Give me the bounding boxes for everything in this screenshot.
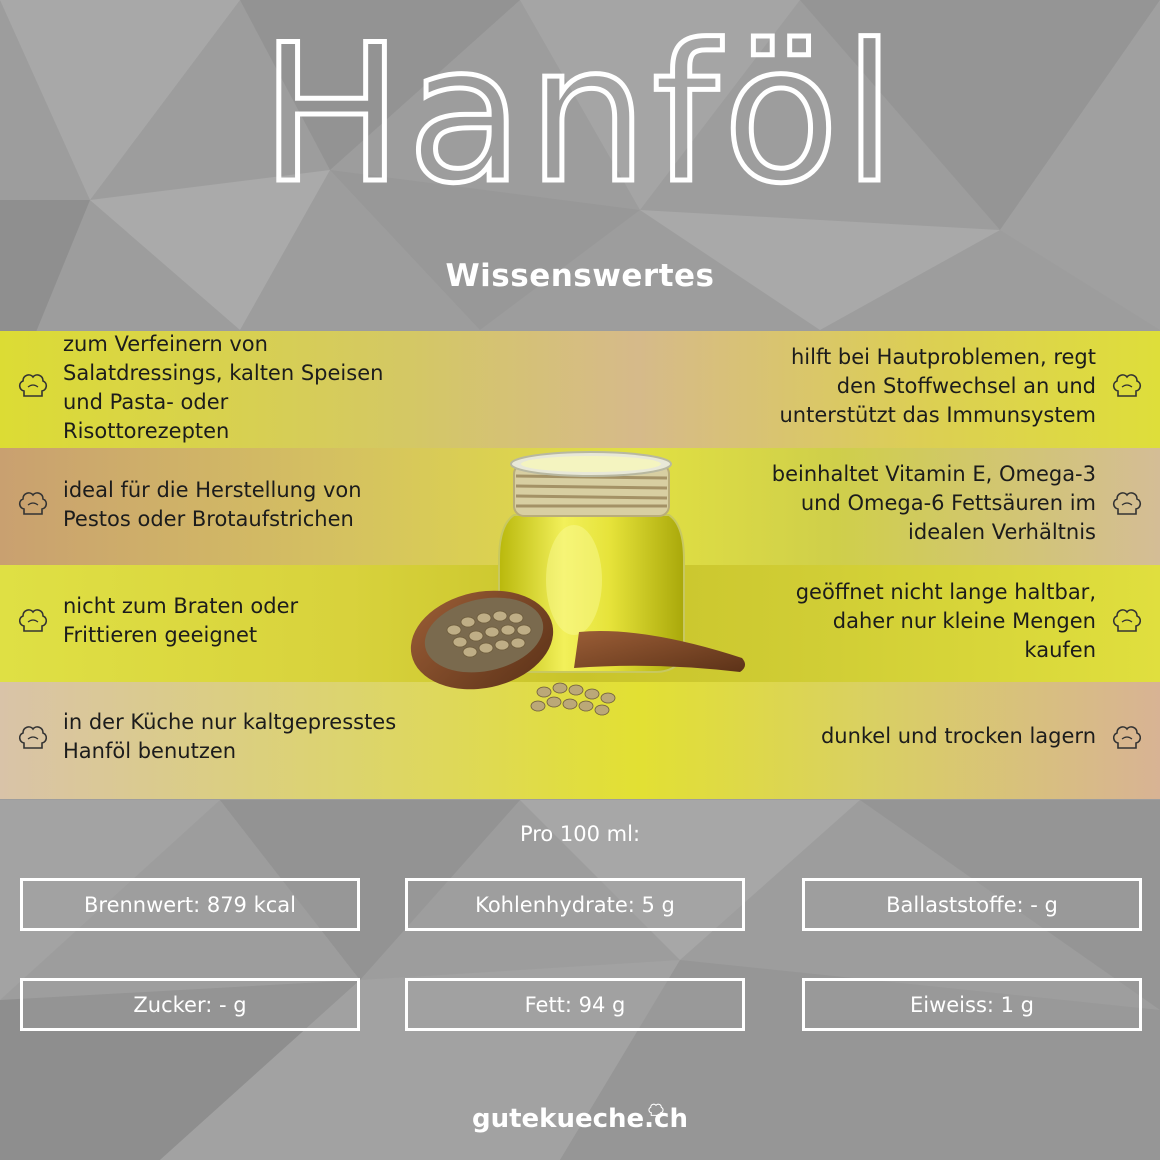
nutrition-box-carbs [405,878,745,931]
fact-left-4 [63,708,396,766]
fact-line: dunkel und trocken lagern [820,724,1096,748]
fact-right-4 [821,722,1096,751]
chef-hat-icon [1110,604,1144,634]
fact-line: ideal für die Herstellung von [63,478,362,502]
fact-line: Risottorezepten [63,419,230,443]
fact-line: kaufen [1024,638,1096,662]
chef-hat-icon [16,369,50,399]
fact-line: idealen Verhältnis [908,520,1096,544]
nutrition-box-fat [405,978,745,1031]
fact-line: nicht zum Braten oder [63,594,299,618]
nutrition-heading: Pro 100 ml: [519,822,641,846]
chef-hat-icon [1110,721,1144,751]
fact-left-2 [63,476,362,534]
chef-hat-icon [647,1101,665,1117]
page-title [0,10,1160,210]
chef-hat-icon [16,487,50,517]
fact-line: Hanföl benutzen [63,739,237,763]
fact-left-1 [63,330,383,446]
chef-hat-icon [16,604,50,634]
nutrition-label: Fett: 94 g [524,992,626,1017]
footer-brand: gutekueche.ch [472,1104,688,1134]
fact-right-1 [779,343,1096,430]
fact-line: unterstützt das Immunsystem [779,403,1096,427]
nutrition-box-fiber [802,878,1142,931]
nutrition-box-energy [20,878,360,931]
fact-line: beinhaltet Vitamin E, Omega-3 [771,462,1096,486]
fact-line: in der Küche nur kaltgepresstes [63,710,397,734]
fact-line: Pestos oder Brotaufstrichen [63,507,354,531]
nutrition-box-sugar [20,978,360,1031]
nutrition-box-protein [802,978,1142,1031]
chef-hat-icon [1110,487,1144,517]
chef-hat-icon [16,721,50,751]
fact-line: Frittieren geeignet [63,623,258,647]
nutrition-label: Brennwert: 879 kcal [84,892,296,917]
fact-left-3 [63,592,298,650]
fact-line: geöffnet nicht lange haltbar, [795,580,1096,604]
fact-line: daher nur kleine Mengen [832,609,1096,633]
fact-line: hilft bei Hautproblemen, regt [790,345,1096,369]
nutrition-label: Eiweiss: 1 g [909,992,1035,1017]
page-title-text: Hanföl [260,10,900,210]
hemp-oil-jar-image [404,440,754,730]
fact-line: zum Verfeinern von [63,332,268,356]
chef-hat-icon [1110,369,1144,399]
nutrition-label: Zucker: - g [133,992,247,1017]
fact-line: und Pasta- oder [63,390,229,414]
fact-line: Salatdressings, kalten Speisen [63,361,384,385]
fact-right-2 [772,460,1096,547]
nutrition-label: Kohlenhydrate: 5 g [475,892,675,917]
fact-line: und Omega-6 Fettsäuren im [800,491,1096,515]
section-subtitle: Wissenswertes [445,258,715,294]
nutrition-label: Ballaststoffe: - g [886,892,1058,917]
fact-right-3 [796,578,1096,665]
fact-line: den Stoffwechsel an und [836,374,1096,398]
